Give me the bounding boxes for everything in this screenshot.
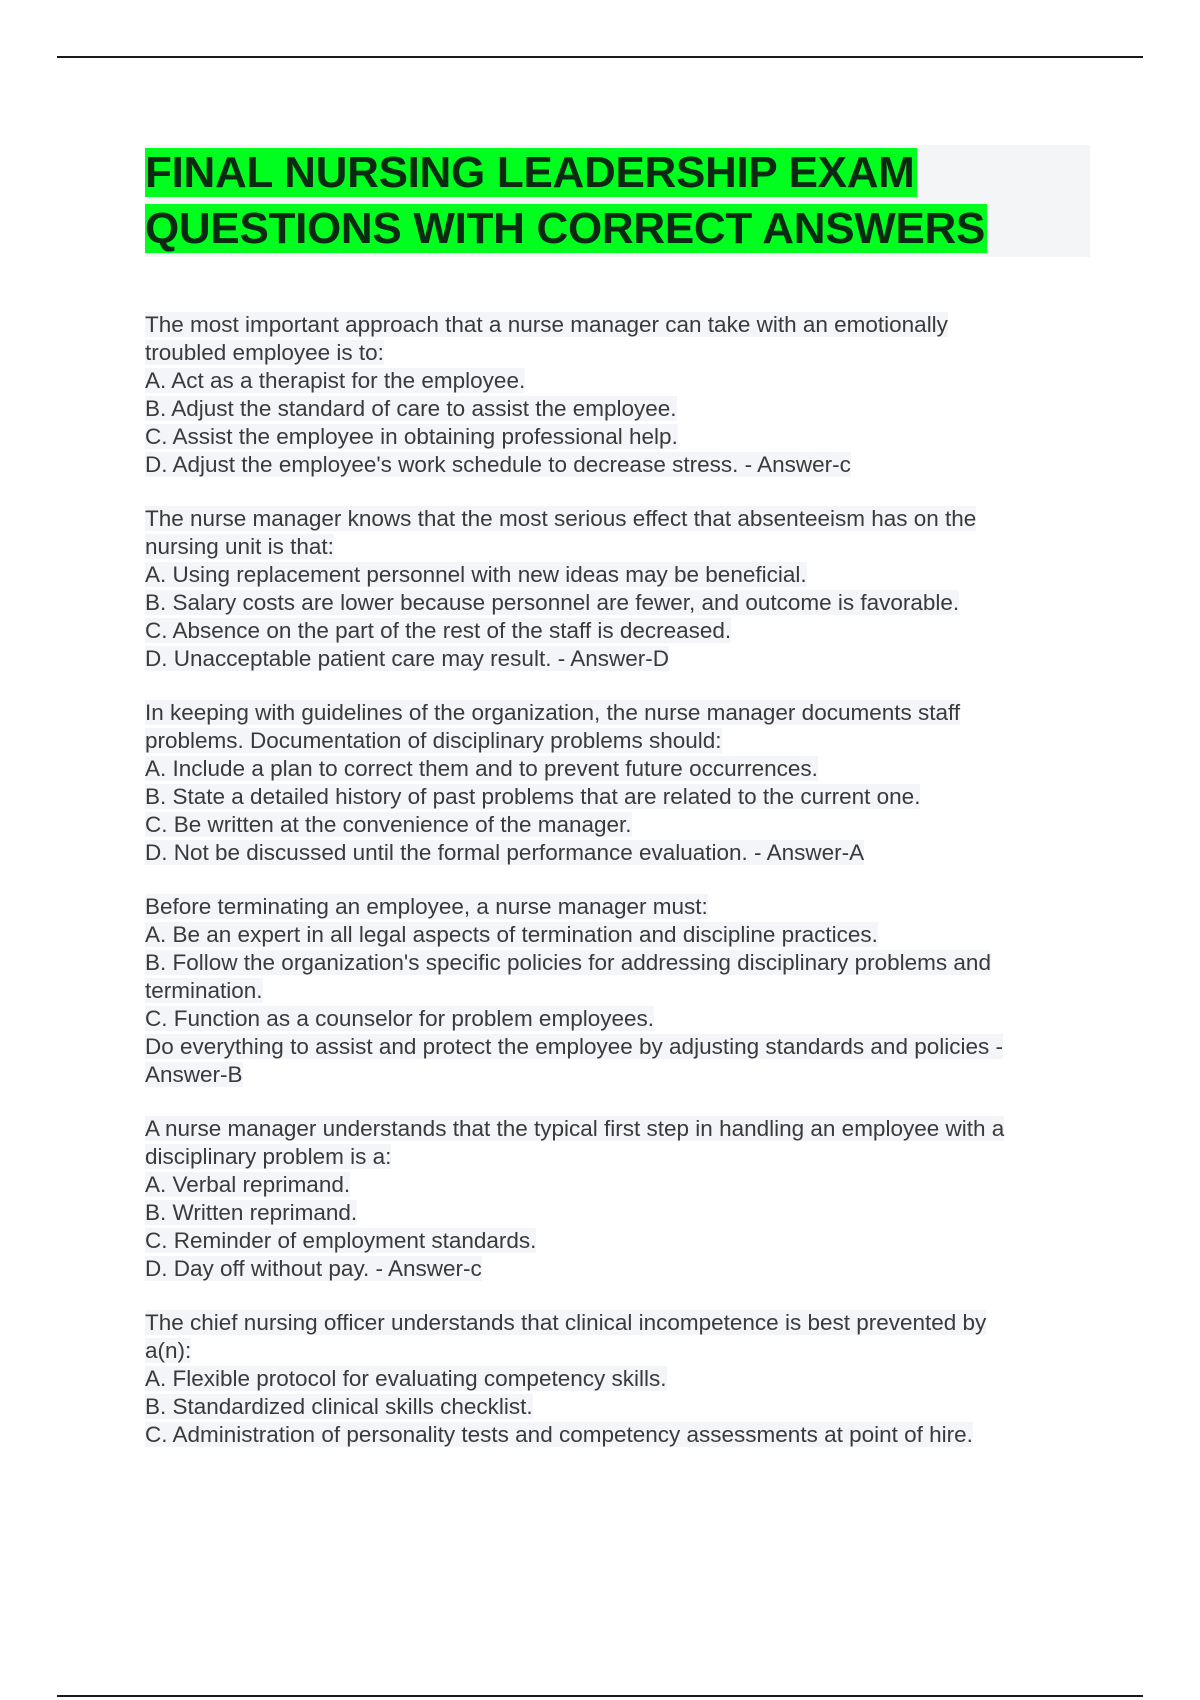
line-text: disciplinary problem is a: (145, 1144, 392, 1169)
line-text: Before terminating an employee, a nurse manager must: (145, 894, 708, 919)
question-text (145, 1309, 1090, 1337)
line-text: D. Not be discussed until the formal performance evaluation. - Answer-A (145, 840, 865, 865)
question-line (145, 423, 1090, 451)
line-text: C. Reminder of employment standards. (145, 1228, 537, 1253)
line-text: A nurse manager understands that the typical first step in handling an employee with a (145, 1116, 1005, 1141)
line-text: B. Standardized clinical skills checklist. (145, 1394, 533, 1419)
line-text: C. Function as a counselor for problem employees. (145, 1006, 654, 1031)
question-line (145, 1255, 1090, 1283)
question-line (145, 533, 1090, 561)
question-block (145, 505, 1090, 673)
line-text: A. Act as a therapist for the employee. (145, 368, 526, 393)
line-text: B. Salary costs are lower because personnel are fewer, and outcome is favorable. (145, 590, 960, 615)
question-line (145, 1033, 1090, 1061)
question-line (145, 727, 1090, 755)
line-text: The chief nursing officer understands that clinical incompetence is best prevented by (145, 1310, 987, 1335)
question-line (145, 755, 1090, 783)
question-line (145, 451, 1090, 479)
question-text (145, 311, 1090, 339)
question-text (145, 893, 1090, 921)
question-block (145, 1309, 1090, 1449)
line-text: A. Include a plan to correct them and to prevent future occurrences. (145, 756, 818, 781)
question-line (145, 1337, 1090, 1365)
line-text: In keeping with guidelines of the organization, the nurse manager documents staff (145, 700, 961, 725)
question-line (145, 783, 1090, 811)
question-block (145, 1115, 1090, 1283)
question-line (145, 1199, 1090, 1227)
line-text: Answer-B (145, 1062, 243, 1087)
line-text: troubled employee is to: (145, 340, 384, 365)
line-text: problems. Documentation of disciplinary problems should: (145, 728, 722, 753)
line-text: D. Adjust the employee's work schedule to decrease stress. - Answer-c (145, 452, 851, 477)
question-list (145, 311, 1090, 1449)
document-body (145, 145, 1090, 1475)
question-line (145, 949, 1090, 977)
question-line (145, 1365, 1090, 1393)
document-title (145, 145, 1090, 257)
line-text: A. Using replacement personnel with new ideas may be beneficial. (145, 562, 807, 587)
question-line (145, 395, 1090, 423)
bottom-rule (57, 1695, 1143, 1697)
question-text (145, 699, 1090, 727)
question-line (145, 921, 1090, 949)
question-line (145, 1421, 1090, 1449)
question-line (145, 1061, 1090, 1089)
line-text: termination. (145, 978, 263, 1003)
line-text: The most important approach that a nurse manager can take with an emotionally (145, 312, 948, 337)
line-text: C. Administration of personality tests and competency assessments at point of hire. (145, 1422, 973, 1447)
line-text: nursing unit is that: (145, 534, 334, 559)
line-text: A. Be an expert in all legal aspects of termination and discipline practices. (145, 922, 878, 947)
question-line (145, 617, 1090, 645)
line-text: B. State a detailed history of past problems that are related to the current one. (145, 784, 921, 809)
question-line (145, 1143, 1090, 1171)
line-text: D. Unacceptable patient care may result. - Answer-D (145, 646, 669, 671)
line-text: Do everything to assist and protect the employee by adjusting standards and policies - (145, 1034, 1003, 1059)
question-text (145, 505, 1090, 533)
line-text: B. Adjust the standard of care to assist the employee. (145, 396, 677, 421)
title-block (145, 145, 1090, 257)
title-highlight: FINAL NURSING LEADERSHIP EXAM QUESTIONS WITH CORRECT ANSWERS (145, 148, 986, 253)
question-line (145, 1393, 1090, 1421)
question-line (145, 589, 1090, 617)
top-rule (57, 56, 1143, 58)
line-text: D. Day off without pay. - Answer-c (145, 1256, 482, 1281)
line-text: B. Written reprimand. (145, 1200, 358, 1225)
question-block (145, 311, 1090, 479)
question-line (145, 367, 1090, 395)
question-line (145, 839, 1090, 867)
question-text (145, 1115, 1090, 1143)
question-block (145, 699, 1090, 867)
question-line (145, 645, 1090, 673)
line-text: The nurse manager knows that the most serious effect that absenteeism has on the (145, 506, 977, 531)
line-text: C. Absence on the part of the rest of the staff is decreased. (145, 618, 732, 643)
question-line (145, 1005, 1090, 1033)
question-line (145, 561, 1090, 589)
question-line (145, 1171, 1090, 1199)
question-line (145, 1227, 1090, 1255)
line-text: A. Verbal reprimand. (145, 1172, 351, 1197)
line-text: a(n): (145, 1338, 192, 1363)
line-text: A. Flexible protocol for evaluating competency skills. (145, 1366, 667, 1391)
question-line (145, 339, 1090, 367)
question-line (145, 977, 1090, 1005)
line-text: C. Be written at the convenience of the manager. (145, 812, 632, 837)
line-text: C. Assist the employee in obtaining professional help. (145, 424, 678, 449)
question-block (145, 893, 1090, 1089)
line-text: B. Follow the organization's specific policies for addressing disciplinary problems and (145, 950, 991, 975)
question-line (145, 811, 1090, 839)
